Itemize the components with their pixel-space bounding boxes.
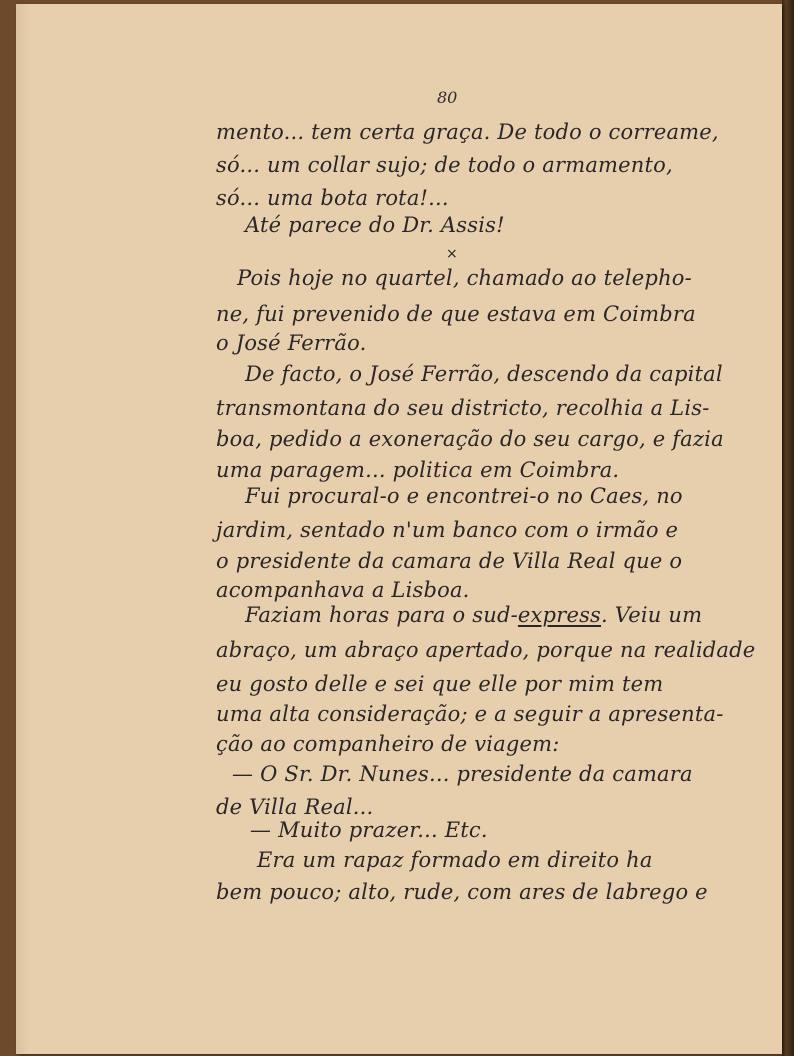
text-line: — Muito prazer... Etc. <box>250 818 488 842</box>
text-line: boa, pedido a exoneração do seu cargo, e fazia <box>216 427 724 451</box>
text-line: bem pouco; alto, rude, com ares de labrego e <box>216 880 708 904</box>
text-line: Faziam horas para o sud-express. Veiu um <box>245 603 703 627</box>
text-line: — O Sr. Dr. Nunes... presidente da camara <box>232 762 693 786</box>
text-line: o José Ferrão. <box>216 331 367 355</box>
text-line: Até parece do Dr. Assis! <box>245 213 505 237</box>
text-line: o presidente da camara de Villa Real que o <box>216 549 683 573</box>
text-line: ção ao companheiro de viagem: <box>216 732 560 756</box>
text-line: uma paragem... politica em Coimbra. <box>216 458 620 482</box>
text-line: jardim, sentado n'um banco com o irmão e <box>216 518 679 542</box>
text-line: transmontana do seu districto, recolhia a Lis- <box>216 396 710 420</box>
text-line: uma alta consideração; e a seguir a apresenta- <box>216 702 724 726</box>
text-line: Era um rapaz formado em direito ha <box>257 848 653 872</box>
binding-edge <box>782 0 794 1056</box>
text-line: só... um collar sujo; de todo o armamento, <box>216 153 673 177</box>
underlined-word: express <box>517 603 602 627</box>
text-line: De facto, o José Ferrão, descendo da capital <box>245 362 723 386</box>
text-line: Fui procural-o e encontrei-o no Caes, no <box>245 484 683 508</box>
text-line: eu gosto delle e sei que elle por mim tem <box>216 672 664 696</box>
text-line: ne, fui prevenido de que estava em Coimbra <box>216 302 696 326</box>
text-line: mento... tem certa graça. De todo o correame, <box>216 120 719 144</box>
text-line: Pois hoje no quartel, chamado ao telepho- <box>237 266 692 290</box>
text-line: acompanhava a Lisboa. <box>216 578 470 602</box>
text-line: só... uma bota rota!... <box>216 186 449 210</box>
text-line: abraço, um abraço apertado, porque na realidade <box>216 638 756 662</box>
section-separator: × <box>446 246 458 262</box>
page-number: 80 <box>437 88 458 107</box>
text-line: de Villa Real... <box>216 795 374 819</box>
